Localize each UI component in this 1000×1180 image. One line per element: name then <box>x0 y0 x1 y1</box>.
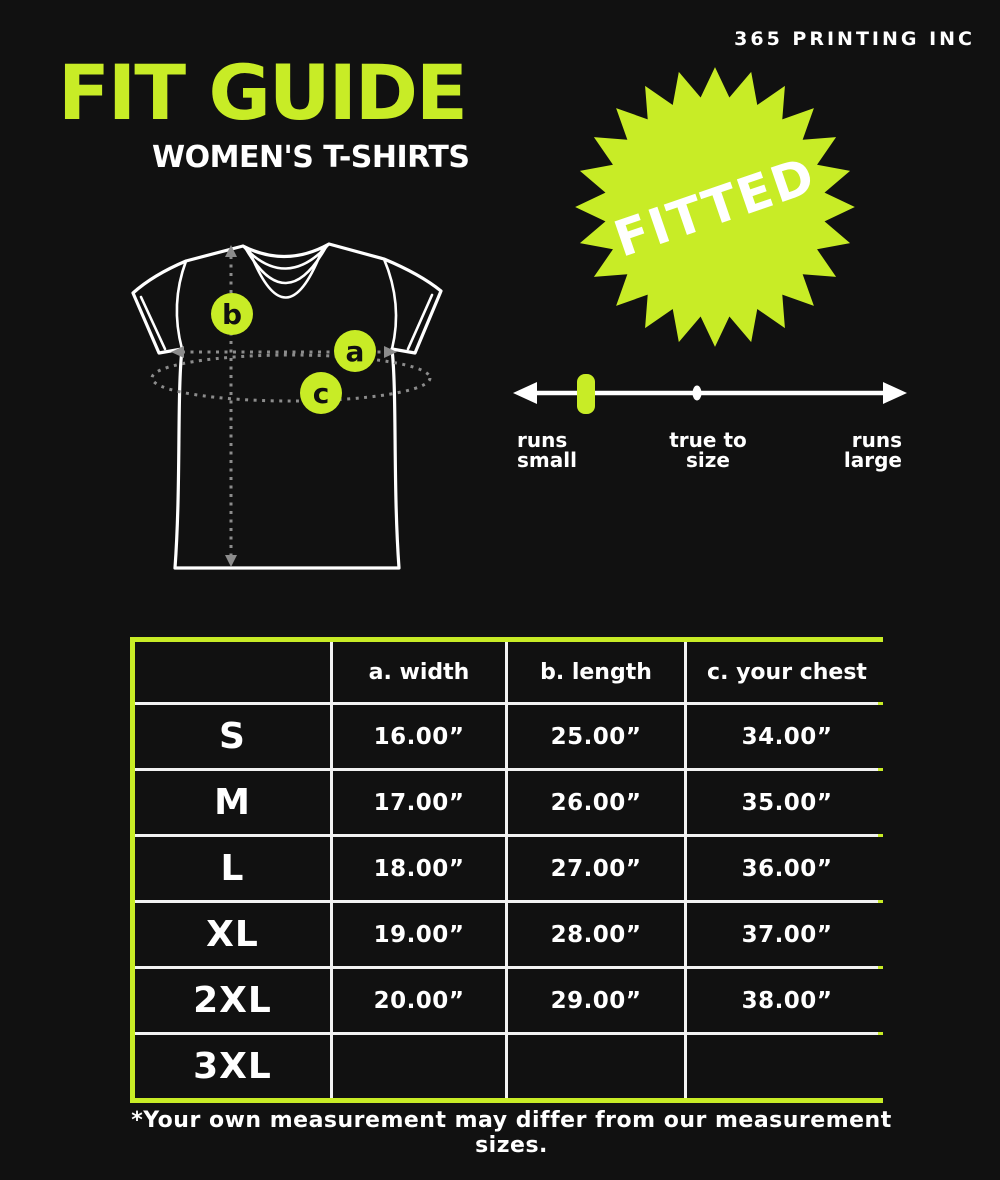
scale-label-true-to-size: true to size <box>669 428 747 472</box>
table-cell: 17.00” <box>333 771 505 834</box>
chest-measure-ellipse <box>152 355 430 401</box>
table-cell: 19.00” <box>333 903 505 966</box>
scale-label-runs-large: runs large <box>843 428 902 472</box>
marker-b-label: b <box>221 298 243 331</box>
brand-name: 365 PRINTING INC <box>734 28 975 50</box>
arrow-left-icon <box>171 346 184 358</box>
table-cell <box>687 1035 887 1098</box>
col-header-width: a. width <box>333 642 505 702</box>
table-cell: 34.00” <box>687 705 887 768</box>
size-table <box>130 637 883 1103</box>
col-header-chest: c. your chest <box>687 642 887 702</box>
page-subtitle: WOMEN'S T-SHIRTS <box>152 140 470 175</box>
size-label: L <box>135 837 330 900</box>
table-cell: 16.00” <box>333 705 505 768</box>
table-cell: 38.00” <box>687 969 887 1032</box>
size-label: 2XL <box>135 969 330 1032</box>
armhole-seam <box>177 261 186 349</box>
tshirt-diagram <box>120 230 450 575</box>
arrow-right-icon <box>384 346 397 358</box>
fit-scale <box>505 360 915 430</box>
table-cell: 36.00” <box>687 837 887 900</box>
scale-arrow-right-icon <box>883 382 907 404</box>
size-label: M <box>135 771 330 834</box>
table-cell: 20.00” <box>333 969 505 1032</box>
fit-indicator <box>577 374 595 414</box>
table-cell: 26.00” <box>508 771 684 834</box>
marker-a-label: a <box>345 335 365 368</box>
table-cell <box>508 1035 684 1098</box>
col-header-length: b. length <box>508 642 684 702</box>
scale-center-dot <box>693 386 702 401</box>
table-cell <box>333 1035 505 1098</box>
table-cell: 18.00” <box>333 837 505 900</box>
scale-label-runs-small: runs small <box>517 428 577 472</box>
table-cell: 37.00” <box>687 903 887 966</box>
arrow-down-icon <box>225 555 237 567</box>
armhole-seam <box>384 259 396 349</box>
marker-c-label: c <box>312 377 330 410</box>
table-corner-cell <box>135 642 330 702</box>
scale-arrow-left-icon <box>513 382 537 404</box>
size-label: XL <box>135 903 330 966</box>
fitted-badge <box>563 55 867 359</box>
table-cell: 25.00” <box>508 705 684 768</box>
size-label: S <box>135 705 330 768</box>
measurement-disclaimer: *Your own measurement may differ from our measurement sizes. <box>131 1108 892 1158</box>
page-title: FIT GUIDE <box>58 48 466 137</box>
table-cell: 29.00” <box>508 969 684 1032</box>
table-cell: 28.00” <box>508 903 684 966</box>
table-cell: 27.00” <box>508 837 684 900</box>
fitted-badge-label: FITTED <box>607 145 824 269</box>
table-cell: 35.00” <box>687 771 887 834</box>
size-label: 3XL <box>135 1035 330 1098</box>
